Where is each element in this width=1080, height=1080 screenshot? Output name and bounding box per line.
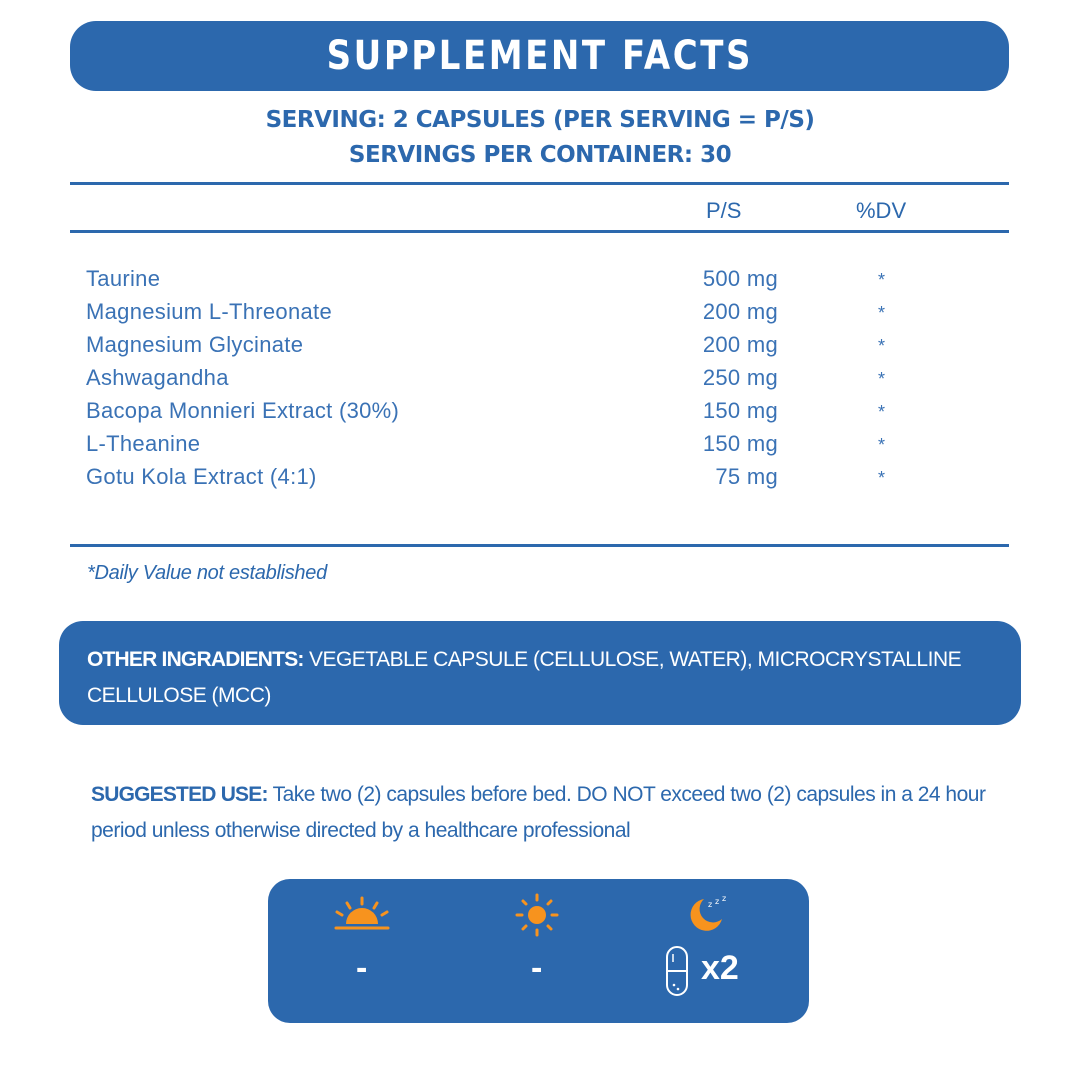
ingredient-amount: 200 mg — [702, 299, 778, 324]
ingredient-amount: 200 mg — [702, 332, 778, 357]
serving-size: SERVING: 2 CAPSULES (PER SERVING = P/S) — [265, 107, 815, 133]
dosage-schedule-panel — [268, 879, 809, 1023]
other-ingredients-panel — [59, 621, 1021, 725]
ingredient-row — [86, 299, 926, 332]
other-ingredients-text: VEGETABLE CAPSULE (CELLULOSE, WATER), MICROCRYSTALLINE CELLULOSE (MCC) — [87, 648, 962, 707]
ingredient-name: Magnesium L-Threonate — [86, 299, 332, 324]
divider-top — [70, 182, 1009, 185]
ingredient-row — [86, 398, 926, 431]
ingredient-amount: 250 mg — [702, 365, 778, 390]
ingredient-dv: * — [878, 336, 886, 356]
suggested-use-label: SUGGESTED USE: — [91, 783, 268, 806]
night-dose: x2 — [701, 949, 739, 987]
capsule-icon — [665, 945, 689, 997]
column-header-dv: %DV — [856, 198, 907, 223]
ingredient-amount: 75 mg — [715, 464, 778, 489]
column-header-ps: P/S — [706, 198, 742, 223]
divider-header — [70, 230, 1009, 233]
ingredient-amount: 150 mg — [702, 431, 778, 456]
page-title: SUPPLEMENT FACTS — [326, 33, 753, 79]
ingredient-name: Ashwagandha — [86, 365, 229, 390]
ingredient-dv: * — [878, 468, 886, 488]
ingredient-row — [86, 266, 926, 299]
ingredient-row — [86, 332, 926, 365]
ingredient-amount: 500 mg — [702, 266, 778, 291]
ingredient-name: Bacopa Monnieri Extract (30%) — [86, 398, 400, 423]
ingredient-amount: 150 mg — [702, 398, 778, 423]
servings-per-container: SERVINGS PER CONTAINER: 30 — [348, 142, 732, 168]
midday-dose: - — [531, 949, 543, 987]
other-ingredients-label: OTHER INGRADIENTS: — [87, 648, 304, 671]
morning-dose: - — [356, 949, 368, 987]
ingredient-dv: * — [878, 435, 886, 455]
svg-text:z: z — [708, 900, 713, 909]
ingredient-dv: * — [878, 402, 886, 422]
ingredient-row — [86, 431, 926, 464]
suggested-use-text: Take two (2) capsules before bed. DO NOT exceed two (2) capsules in a 24 hour period unless otherwise directed by a healthcare professional — [91, 783, 986, 842]
ingredient-dv: * — [878, 369, 886, 389]
moon-sleep-icon — [686, 893, 732, 933]
ingredient-row — [86, 365, 926, 398]
ingredient-name: Gotu Kola Extract (4:1) — [86, 464, 317, 489]
ingredient-name: L-Theanine — [86, 431, 201, 456]
ingredient-table — [86, 266, 926, 497]
sun-icon — [515, 893, 559, 937]
daily-value-footnote: *Daily Value not established — [87, 562, 327, 584]
ingredient-row — [86, 464, 926, 497]
ingredient-dv: * — [878, 303, 886, 323]
suggested-use — [91, 777, 1011, 849]
ingredient-name: Magnesium Glycinate — [86, 332, 304, 357]
divider-bottom — [70, 544, 1009, 547]
ingredient-dv: * — [878, 270, 886, 290]
title-banner — [70, 21, 1009, 91]
svg-text:z: z — [722, 894, 727, 903]
svg-text:z: z — [715, 897, 720, 906]
ingredient-name: Taurine — [86, 266, 161, 291]
sunrise-icon — [332, 895, 392, 931]
